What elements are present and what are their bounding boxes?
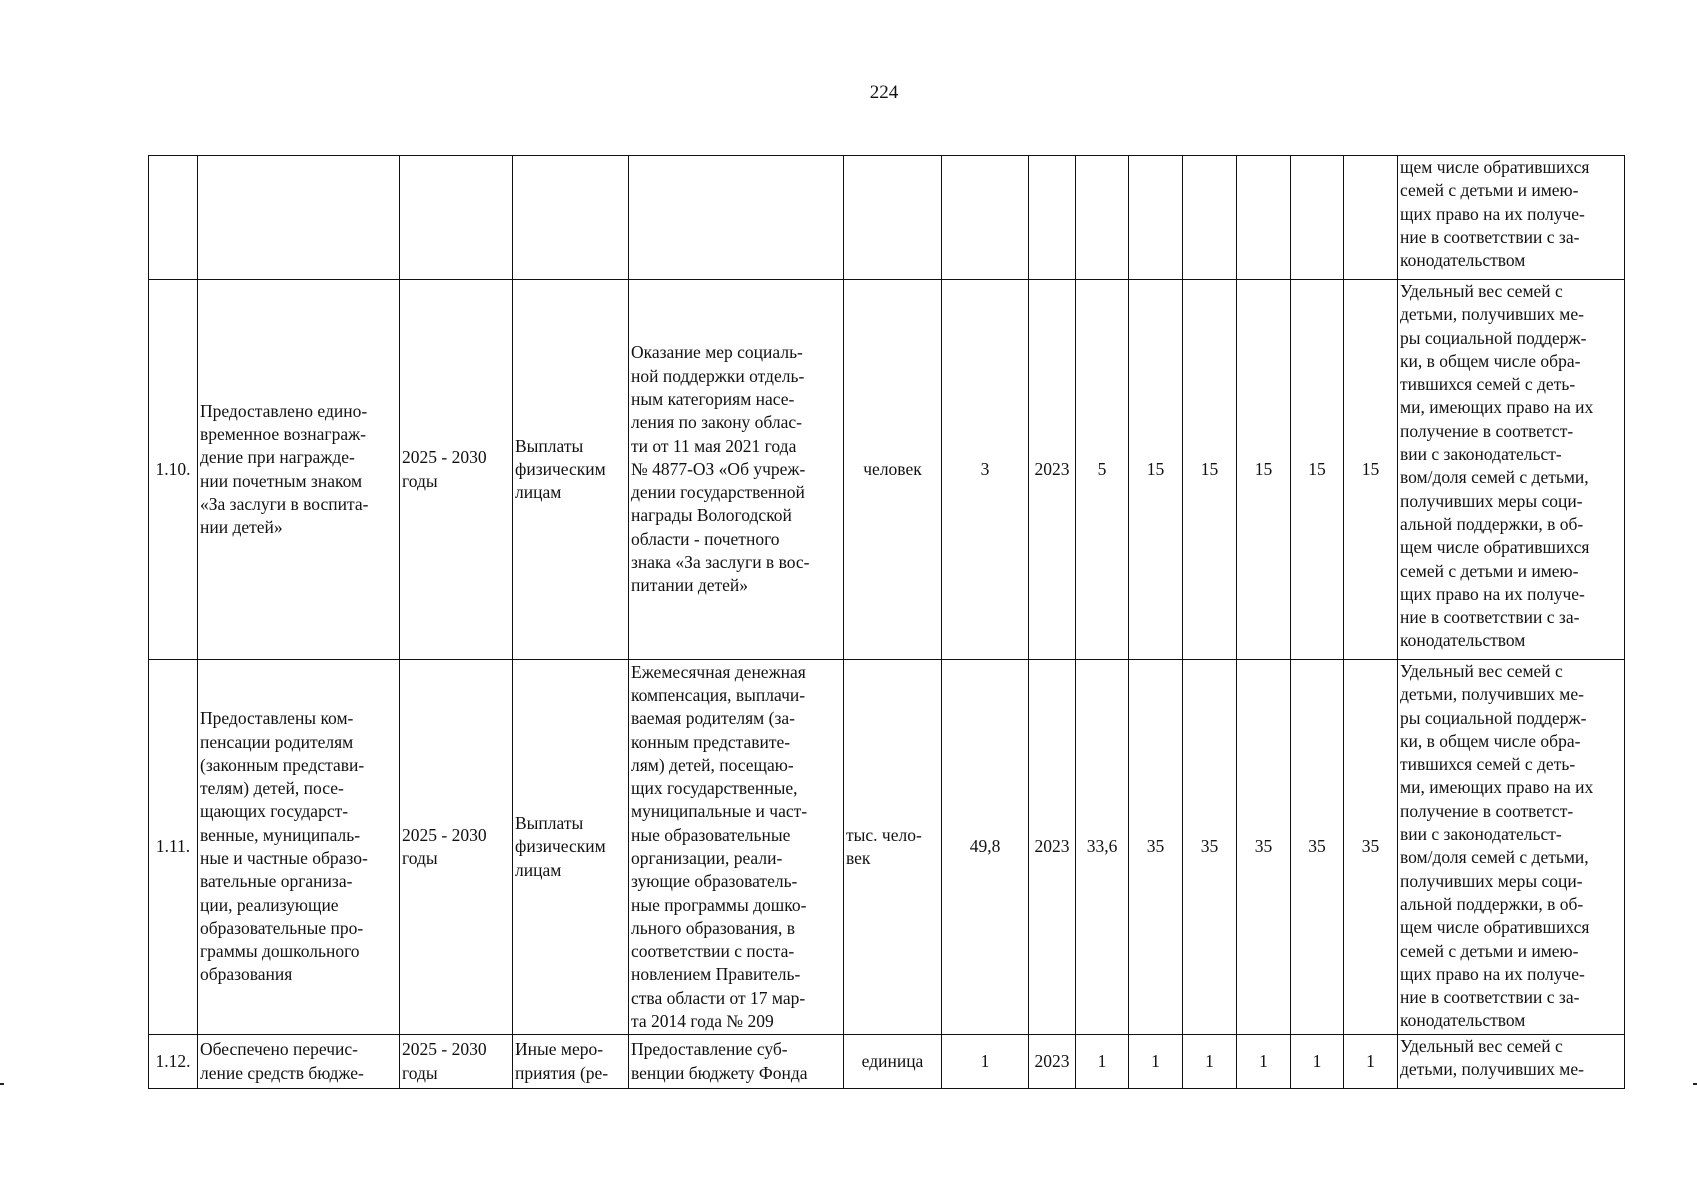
cell-unit: тыс. чело- век: [844, 660, 942, 1035]
cell-value-5: [1291, 156, 1344, 280]
cell-num: 1.10.: [149, 280, 198, 660]
cell-base-value: 1: [942, 1035, 1029, 1089]
cell-indicator: щем числе обратившихся семей с детьми и имею- щих право на их получе- ние в соответствии с за- конодательством: [1398, 156, 1625, 280]
cell-value-6: 35: [1344, 660, 1398, 1035]
table-row: [149, 660, 1625, 1035]
cell-type: [513, 156, 629, 280]
cell-description: Предоставление суб- венции бюджету Фонда: [629, 1035, 844, 1089]
table-row: [149, 280, 1625, 660]
cell-num: 1.12.: [149, 1035, 198, 1089]
cell-result: Обеспечено перечис- ление средств бюдже-: [198, 1035, 400, 1089]
cell-value-3: 1: [1183, 1035, 1237, 1089]
cell-type: Выплаты физическим лицам: [513, 660, 629, 1035]
cell-value-5: 15: [1291, 280, 1344, 660]
cell-unit: единица: [844, 1035, 942, 1089]
cell-value-5: 35: [1291, 660, 1344, 1035]
cell-indicator: Удельный вес семей с детьми, получивших ме- ры социальной поддерж- ки, в общем числе обра- тившихся семей с деть- ми, имеющих право на их получение в соответст- вии с законодательст- вом/доля семей с детьми, получивших меры соци- альной поддержки, в об- щем числе обратившихся семей с детьми и имею- щих право на их получе- ние в соответствии с за- конодательством: [1398, 660, 1625, 1035]
cell-indicator: Удельный вес семей с детьми, получивших ме-: [1398, 1035, 1625, 1089]
cell-base-year: 2023: [1029, 660, 1076, 1035]
cell-value-2: 1: [1129, 1035, 1183, 1089]
cell-num: [149, 156, 198, 280]
table-row-continuation: [149, 156, 1625, 280]
cell-value-3: 35: [1183, 660, 1237, 1035]
cell-period: 2025 - 2030 годы: [400, 280, 513, 660]
cell-value-1: [1076, 156, 1129, 280]
cell-value-4: 1: [1237, 1035, 1291, 1089]
cell-value-4: 15: [1237, 280, 1291, 660]
cell-value-6: 15: [1344, 280, 1398, 660]
cell-result: Предоставлено едино- временное вознаграж- дение при награжде- нии почетным знаком «За заслуги в воспита- нии детей»: [198, 280, 400, 660]
cell-description: Оказание мер социаль- ной поддержки отдель- ным категориям насе- ления по закону облас- ти от 11 мая 2021 года № 4877-ОЗ «Об учреж- дении государственной награды Вологодской области - почетного знака «За заслуги в вос- питании детей»: [629, 280, 844, 660]
cell-num: 1.11.: [149, 660, 198, 1035]
cell-base-value: 3: [942, 280, 1029, 660]
cell-description: Ежемесячная денежная компенсация, выплачи- ваемая родителям (за- конным представите- лям) детей, посещаю- щих государственные, муниципальные и част- ные образовательные организации, реали- зующие образователь- ные программы дошко- льного образования, в соответствии с поста- новлением Правитель- ства области от 17 мар- та 2014 года № 209: [629, 660, 844, 1035]
cell-unit: человек: [844, 280, 942, 660]
cell-result: [198, 156, 400, 280]
cell-type: Выплаты физическим лицам: [513, 280, 629, 660]
cell-value-1: 33,6: [1076, 660, 1129, 1035]
cell-description: [629, 156, 844, 280]
cell-base-year: 2023: [1029, 280, 1076, 660]
cell-value-3: [1183, 156, 1237, 280]
cell-unit: [844, 156, 942, 280]
cell-value-4: [1237, 156, 1291, 280]
cell-value-6: 1: [1344, 1035, 1398, 1089]
page-number: 224: [869, 82, 899, 103]
cell-base-year: [1029, 156, 1076, 280]
cell-base-value: [942, 156, 1029, 280]
cell-value-5: 1: [1291, 1035, 1344, 1089]
scan-mark: [0, 1083, 4, 1085]
cell-value-2: 15: [1129, 280, 1183, 660]
cell-value-6: [1344, 156, 1398, 280]
cell-period: 2025 - 2030 годы: [400, 1035, 513, 1089]
cell-value-4: 35: [1237, 660, 1291, 1035]
cell-base-value: 49,8: [942, 660, 1029, 1035]
cell-value-3: 15: [1183, 280, 1237, 660]
measures-table: [148, 155, 1625, 1089]
cell-period: 2025 - 2030 годы: [400, 660, 513, 1035]
cell-type: Иные меро- приятия (ре-: [513, 1035, 629, 1089]
cell-value-2: [1129, 156, 1183, 280]
cell-value-1: 1: [1076, 1035, 1129, 1089]
cell-value-2: 35: [1129, 660, 1183, 1035]
cell-base-year: 2023: [1029, 1035, 1076, 1089]
scan-mark: [1693, 1083, 1697, 1085]
cell-period: [400, 156, 513, 280]
cell-result: Предоставлены ком- пенсации родителям (законным представи- телям) детей, посе- щающих государст- венные, муниципаль- ные и частные образо- вательные организа- ции, реализующие образовательные про- граммы дошкольного образования: [198, 660, 400, 1035]
cell-indicator: Удельный вес семей с детьми, получивших ме- ры социальной поддерж- ки, в общем числе обра- тившихся семей с деть- ми, имеющих право на их получение в соответст- вии с законодательст- вом/доля семей с детьми, получивших меры соци- альной поддержки, в об- щем числе обратившихся семей с детьми и имею- щих право на их получе- ние в соответствии с за- конодательством: [1398, 280, 1625, 660]
cell-value-1: 5: [1076, 280, 1129, 660]
table-row: [149, 1035, 1625, 1089]
